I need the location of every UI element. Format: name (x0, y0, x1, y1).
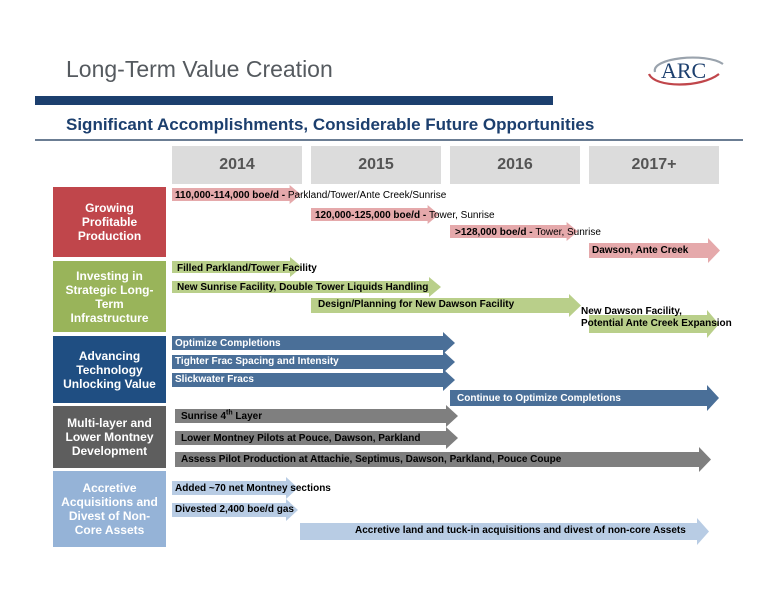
production-2014-label (175, 190, 446, 202)
arc-logo (645, 50, 725, 88)
tech-optimize-label: Optimize Completions (175, 338, 281, 349)
acq-divested-gas-label: Divested 2,400 boe/d gas (175, 504, 294, 515)
infra-new-sunrise-label: New Sunrise Facility, Double Tower Liquids Handling (177, 282, 429, 293)
year-header-2017-plus: 2017+ (589, 146, 719, 184)
year-header-2016: 2016 (450, 146, 580, 184)
row-label-multilayer: Multi-layer and Lower Montney Development (53, 406, 166, 468)
multilayer-sunrise-sup: th (226, 409, 233, 417)
tech-continue-label: Continue to Optimize Completions (457, 393, 621, 404)
production-2015-bold: 120,000-125,000 boe/d - (315, 210, 429, 221)
infra-dawson-design-label: Design/Planning for New Dawson Facility (318, 299, 515, 310)
multilayer-sunrise-post: Layer (232, 411, 263, 422)
row-label-production: Growing Profitable Production (53, 187, 166, 257)
page-subtitle: Significant Accomplishments, Considerable Future Opportunities (66, 115, 595, 134)
infra-ante-creek-label: Potential Ante Creek Expansion (581, 318, 732, 329)
production-2016-bold: >128,000 boe/d - (455, 227, 536, 238)
multilayer-lower-montney-label: Lower Montney Pilots at Pouce, Dawson, Parkland (181, 433, 421, 444)
row-label-technology: Advancing Technology Unlocking Value (53, 336, 166, 403)
row-label-acquisitions: Accretive Acquisitions and Divest of Non-Core Assets (53, 471, 166, 547)
subtitle-rule (35, 139, 743, 141)
production-2014-bold: 110,000-114,000 boe/d - (175, 190, 288, 201)
logo-text: ARC (661, 58, 707, 83)
acq-montney-sections-label: Added ~70 net Montney sections (175, 483, 331, 494)
multilayer-sunrise-pre: Sunrise 4 (181, 411, 227, 422)
production-2016-label (455, 227, 601, 239)
tech-slickwater-label: Slickwater Fracs (175, 374, 254, 385)
tech-frac-spacing-label: Tighter Frac Spacing and Intensity (175, 356, 339, 367)
multilayer-assess-label: Assess Pilot Production at Attachie, Septimus, Dawson, Parkland, Pouce Coupe (181, 454, 562, 465)
acq-tuck-in-label: Accretive land and tuck-in acquisitions and divest of non-core Assets (355, 525, 686, 536)
production-2015-label (315, 210, 495, 222)
row-label-infrastructure: Investing in Strategic Long-Term Infrastructure (53, 261, 166, 332)
year-header-2014: 2014 (172, 146, 302, 184)
production-2017-label: Dawson, Ante Creek (592, 245, 689, 256)
multilayer-sunrise-label (181, 411, 262, 423)
production-2015-rest: Tower, Sunrise (428, 210, 495, 221)
production-2014-rest: Parkland/Tower/Ante Creek/Sunrise (287, 190, 447, 201)
page-title: Long-Term Value Creation (66, 56, 333, 82)
production-2016-rest: Tower, Sunrise (535, 227, 601, 238)
year-header-2015: 2015 (311, 146, 441, 184)
infra-filled-parkland-label: Filled Parkland/Tower Facility (177, 263, 317, 274)
infra-new-dawson-label: New Dawson Facility, (581, 306, 682, 317)
header-bar (35, 96, 553, 105)
